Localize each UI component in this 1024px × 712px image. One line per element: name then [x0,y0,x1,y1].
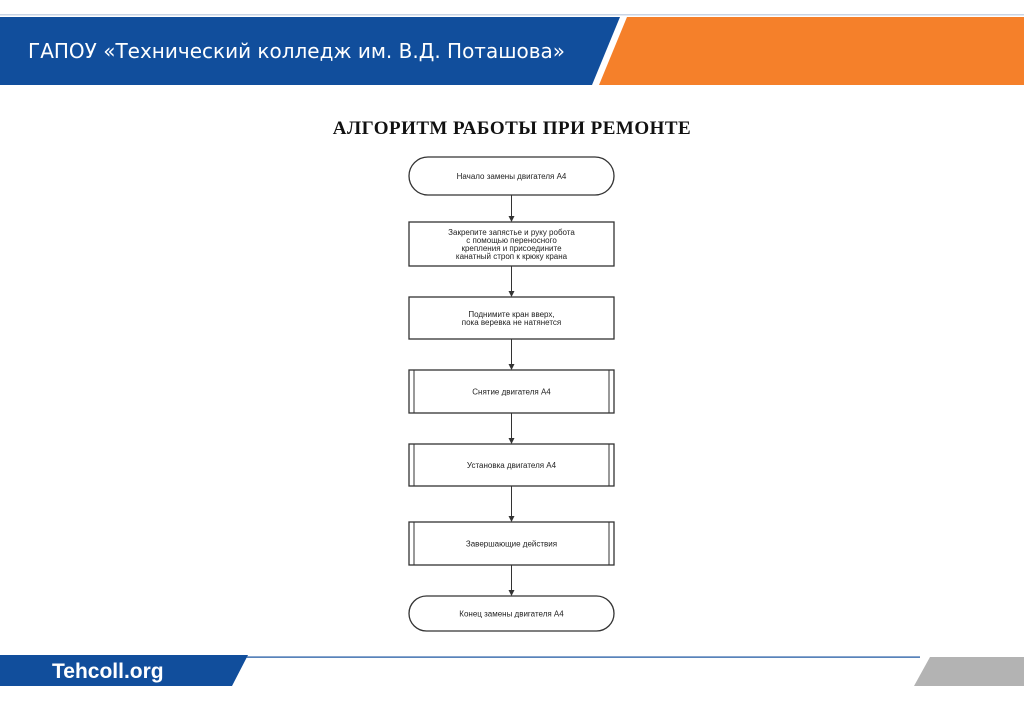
flowchart-node-1 [409,157,614,195]
flowchart-node-5 [409,444,614,486]
flowchart-nodes [409,157,614,631]
flowchart-node-3 [409,297,614,339]
flowchart-node-label: крепления и присоедините [461,244,562,253]
flowchart-node-label: с помощью переносного [466,236,557,245]
flowchart-node-label: Закрепите запястье и руку робота [448,228,575,237]
flowchart-node-label: Конец замены двигателя А4 [459,609,564,619]
flowchart-node-label: пока веревка не натянется [461,318,562,327]
flowchart-node-label: Начало замены двигателя А4 [456,172,567,181]
header-title: ГАПОУ «Технический колледж им. В.Д. Поташова» [28,39,566,63]
footer-line [240,657,920,658]
flowchart-node-6 [409,522,614,565]
flowchart-node-label: Завершающие действия [465,539,558,549]
flowchart-node-label: канатный строп к крюку крана [455,252,568,261]
footer-site-text: Tehcoll.org [52,660,164,683]
flowchart-node-4 [409,370,614,413]
flowchart-node-label: Установка двигателя А4 [466,461,557,470]
slide-title: АЛГОРИТМ РАБОТЫ ПРИ РЕМОНТЕ [332,118,692,139]
flowchart-node-label: Снятие двигателя А4 [472,387,551,397]
flowchart-node-2 [409,222,614,266]
footer-gray-band [914,657,1024,686]
flowchart-node-label: Поднимите кран вверх, [468,310,555,319]
flowchart-node-7 [409,596,614,631]
